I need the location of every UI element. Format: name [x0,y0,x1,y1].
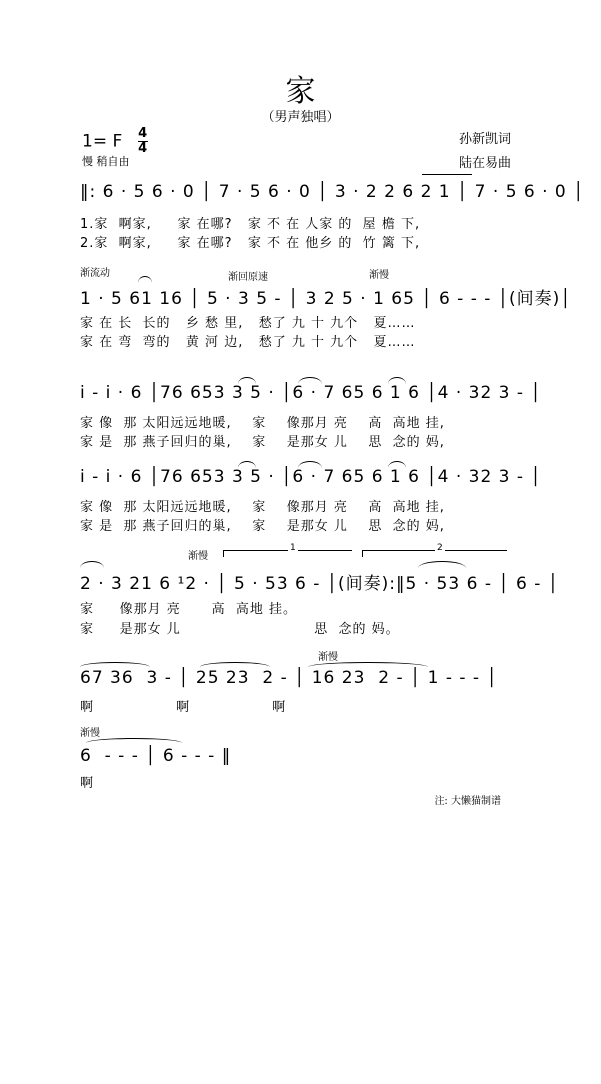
lyrics-verse-1: 家 像 那 太阳远远地暖, 家 像那月 亮 高 高地 挂, [80,500,445,515]
lyrics-verse-2: 家 是那女 儿 思 念的 妈。 [80,622,400,637]
notation-line-1: ‖: 6 · 5 6 · 0 │ 7 · 5 6 · 0 │ 3 · 2 2 6 2 1 │ 7 · 5 6 · 0 │ [80,182,585,202]
notation-line-6: 67 36 3 - │ 25 23 2 - │ 16 23 2 - │ 1 - - - │ [80,668,498,688]
composer-credit: 陆在易曲 [458,156,511,171]
score-line-1 [80,180,585,251]
lyrics-verse-1: 啊 [80,776,95,791]
lyrics-verse-2: 2.家 啊家, 家 在哪? 家 不 在 他乡 的 竹 篱 下, [80,236,421,251]
tempo-mark: 渐慢 [80,728,100,739]
lyrics-verse-2: 家 是 那 燕子回归的巢, 家 是那女 儿 思 念的 妈, [80,435,445,450]
lyrics-verse-1: 啊 啊 啊 [80,700,287,715]
score-line-7 [80,724,512,791]
song-subtitle: （男声独唱） [261,110,340,125]
lyrics-verse-1: 家 在 长 长的 乡 愁 里, 愁了 九 十 九个 夏…… [80,316,416,331]
notation-line-3: i - i · 6 │76 653 3 5 · │6 · 7 65 6 1 6 │4 · 32 3 - │ [80,383,542,403]
tempo-mark: 渐回原速 [228,272,268,283]
notation-line-4: i - i · 6 │76 653 3 5 · │6 · 7 65 6 1 6 │4 · 32 3 - │ [80,467,542,487]
score-line-2 [80,262,572,350]
notation-line-7: 6 - - - │ 6 - - - ‖ [80,746,232,766]
score-line-3 [80,375,542,450]
lyricist-credit: 孙新凯词 [458,132,511,147]
tempo-mark: 渐慢 [369,270,389,281]
lyrics-verse-1: 家 像那月 亮 高 高地 挂。 [80,602,297,617]
tempo-marking: 慢 稍自由 [82,155,130,168]
lyrics-verse-1: 家 像 那 太阳远远地暖, 家 像那月 亮 高 高地 挂, [80,416,445,431]
tempo-mark: 渐慢 [318,652,338,663]
score-line-4 [80,455,542,534]
lyrics-verse-1: 1.家 啊家, 家 在哪? 家 不 在 人家 的 屋 檐 下, [80,217,421,232]
notation-line-2: 1 · 5 61 16 │ 5 · 3 5 - │ 3 2 5 · 1 65 │ 6 - - - │(间奏)│ [80,289,572,309]
second-ending: 2 [362,550,507,557]
notation-line-5: 2 · 3 21 6 ¹2 · │ 5 · 53 6 - │(间奏):‖5 · 53 6 - │ 6 - │ [80,574,559,594]
score-line-6 [80,648,512,715]
time-signature: $\frac{4}{4}$ [138,126,148,156]
lyrics-verse-2: 家 是 那 燕子回归的巢, 家 是那女 儿 思 念的 妈, [80,519,445,534]
footer-note: 注: 大懒猫制谱 [434,796,501,807]
song-title: 家 [285,74,316,109]
tempo-mark: 渐流动 [80,268,110,279]
first-ending: 1 [223,550,352,557]
score-line-5 [80,543,559,637]
lyrics-verse-2: 家 在 弯 弯的 黄 河 边, 愁了 九 十 九个 夏…… [80,335,416,350]
key-label: 1= F [82,131,123,152]
tempo-mark: 渐慢 [188,551,208,562]
key-signature [82,128,148,155]
